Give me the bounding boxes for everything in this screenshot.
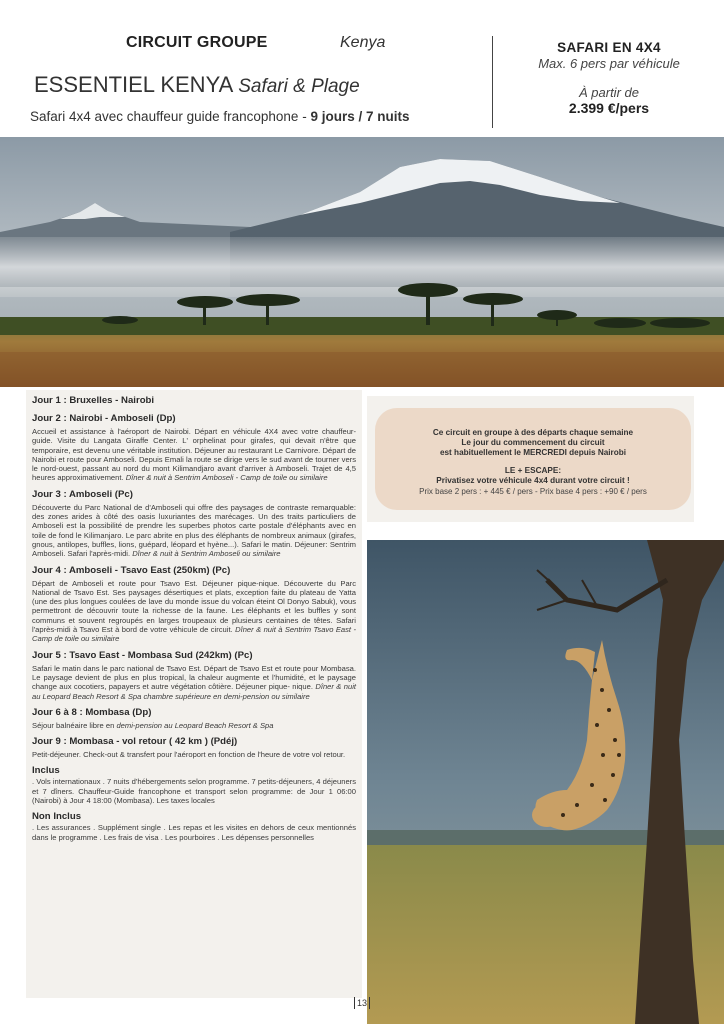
day-description: Séjour balnéaire libre en demi-pension au Leopard Beach Resort & Spa [32,720,274,730]
itinerary-day [32,413,356,483]
not-included-text: . Les assurances . Supplément single . Les repas et les visites en dehors de ceux mentionnés dans le programme . Les frais de visa . Les pourboires . Les dépenses personnelles [32,823,356,842]
offer-type: SAFARI EN 4X4 [557,40,661,55]
day-description: Découverte du Parc National de d'Amboseli qui offre des paysages de contraste remarquable: des zones arides à côté des oasis luxuriantes des marécages. Un des traits particuliers de Amboseli est la possibilité de prendre les superbes photos carte postale d'éléphants avec en toile de fond le Kilimanjaro. Le parc abrite en plus des éléphants de nombreux animaux (girafes, gnous, antilopes, buffles, lions, guépard, léopard et hyène...). Safari le matin. Déjeuner: Sentrim Amboseli. Safari l'après-midi. Dîner & nuit à Sentrim Amboseli ou similaire [32,502,356,559]
offer-max-pers: Max. 6 pers par véhicule [538,56,680,71]
escape-plus-offer: Privatisez votre véhicule 4x4 durant votre circuit ! [436,476,630,485]
day-title: Jour 4 : Amboseli - Tsavo East (250km) (Pc) [32,564,231,576]
trip-duration: 9 jours / 7 nuits [310,109,410,124]
itinerary-day [32,395,356,407]
price-value: 2.399 €/pers [568,100,650,116]
header-divider [492,36,493,128]
page-number: 13 [354,997,370,1009]
itinerary-day [32,736,356,759]
trip-subtitle [30,109,409,124]
price-from-label: À partir de [579,85,639,100]
day-title: Jour 2 : Nairobi - Amboseli (Dp) [32,413,176,424]
day-description: Petit-déjeuner. Check-out & transfert pour l'aéroport en fonction de l'heure de votre vol retour. [32,750,346,760]
private-vehicle-prices: Prix base 2 pers : + 445 € / pers - Prix base 4 pers : +90 € / pers [419,487,647,496]
kilimanjaro-photo [0,137,724,387]
escape-plus-title: LE + ESCAPE: [504,466,562,475]
day-title: Jour 3 : Amboseli (Pc) [32,488,133,500]
circuit-type-label: CIRCUIT GROUPE [126,34,268,51]
day-description: Accueil et assistance à l'aéroport de Nairobi. Départ en véhicule 4X4 avec votre chauffeur-guide. Visite du Langata Giraffe Center. L' orphelinat pour girafes, qui devait n'être que temporaire, est devenu une véritable institution. Déjeuner au restaurant Le Carnivore. Départ de Nairobi et route pour Amboseli. Depuis Emali la route se dirige vers le sud avant de tourner vers le nord-ouest, passant au nord du mont Kilimandjaro avant d'arriver à Amboseli. Trajet de 4,5 heures approximativement. Dîner & nuit à Sentrim Amboseli - Camp de toile ou similaire [32,427,356,483]
day-description: Départ de Amboseli et route pour Tsavo Est. Déjeuner pique-nique. Découverte du Parc National de Tsavo Est. Ses paysages désertiques et plats, exception faite du plateau de Yatta (une des plus longues coulées de lave du monde issue du volcan éteint Ol Donyo Sabuk), vous permettront de découvrir toute la richesse de la faune. Les éléphants et les buffles y sont communs et souvent regroupés en larges troupeaux de plusieurs centaines de têtes. Safari l'après-midi à Tsavo Est à bord de votre véhicule de circuit. Dîner & nuit à Sentrim Tsavo East - Camp de toile ou similaire [32,578,356,644]
itinerary-column [26,390,362,998]
day-description: Safari le matin dans le parc national de Tsavo Est. Départ de Tsavo Est et route pour Mombasa. Le paysage devient de plus en plus tropical, la chaleur augmente et l'humidité, et le paysage change aux cocotiers, papayers et autre végétation côtière. Déjeuner pique- nique. Dîner & nuit au Leopard Beach Resort & Spa chambre supérieure en demi-pension ou similaire [32,663,356,701]
itinerary-day [32,565,356,644]
title-sub: Safari & Plage [238,76,360,97]
day-title: Jour 1 : Bruxelles - Nairobi [32,395,155,406]
included-title: Inclus [32,765,60,777]
info-departures: Ce circuit en groupe à des départs chaque semaine [432,428,634,437]
not-included-section [32,811,356,842]
info-weekday: est habituellement le MERCREDI depuis Nairobi [439,448,627,457]
day-note: Dîner & nuit au Leopard Beach Resort & Spa chambre supérieure en demi-pension ou similaire [32,682,356,701]
included-section [32,765,356,805]
day-title: Jour 9 : Mombasa - vol retour ( 42 km ) (Pdéj) [32,736,238,748]
day-title: Jour 5 : Tsavo East - Mombasa Sud (242km) (Pc) [32,649,253,661]
included-text: . Vols internationaux . 7 nuits d'hébergements selon programme. 7 petits-déjeuners, 4 déjeuners et 7 dîners. Chauffeur-Guide francophone et transport selon programme: de Jour 1 06:00 (Nairobi) à Jour 4 18:00 (Mombasa). Les taxes locales [32,777,356,806]
destination-country: Kenya [340,34,386,51]
header [0,0,490,135]
itinerary-day [32,489,356,559]
itinerary-day [32,650,356,701]
day-note: demi-pension au Leopard Beach Resort & Spa [116,720,274,730]
subtitle-prefix: Safari 4x4 avec chauffeur guide francophone - [30,109,311,124]
day-title: Jour 6 à 8 : Mombasa (Dp) [32,706,152,718]
not-included-title: Non Inclus [32,811,82,823]
day-note: Dîner & nuit à Sentrim Tsavo East - Camp de toile ou similaire [32,625,356,644]
offer-summary [494,38,724,116]
title-main: ESSENTIEL KENYA [34,72,233,97]
cheetah-photo [367,540,724,1024]
itinerary-day [32,707,356,730]
page-title [34,72,360,98]
departure-info-box [375,408,691,510]
day-note: Dîner & nuit à Sentrim Amboseli - Camp de toile ou similaire [125,473,328,483]
info-start-day: Le jour du commencement du circuit [461,438,605,447]
day-note: Dîner & nuit à Sentrim Amboseli ou similaire [132,549,281,559]
